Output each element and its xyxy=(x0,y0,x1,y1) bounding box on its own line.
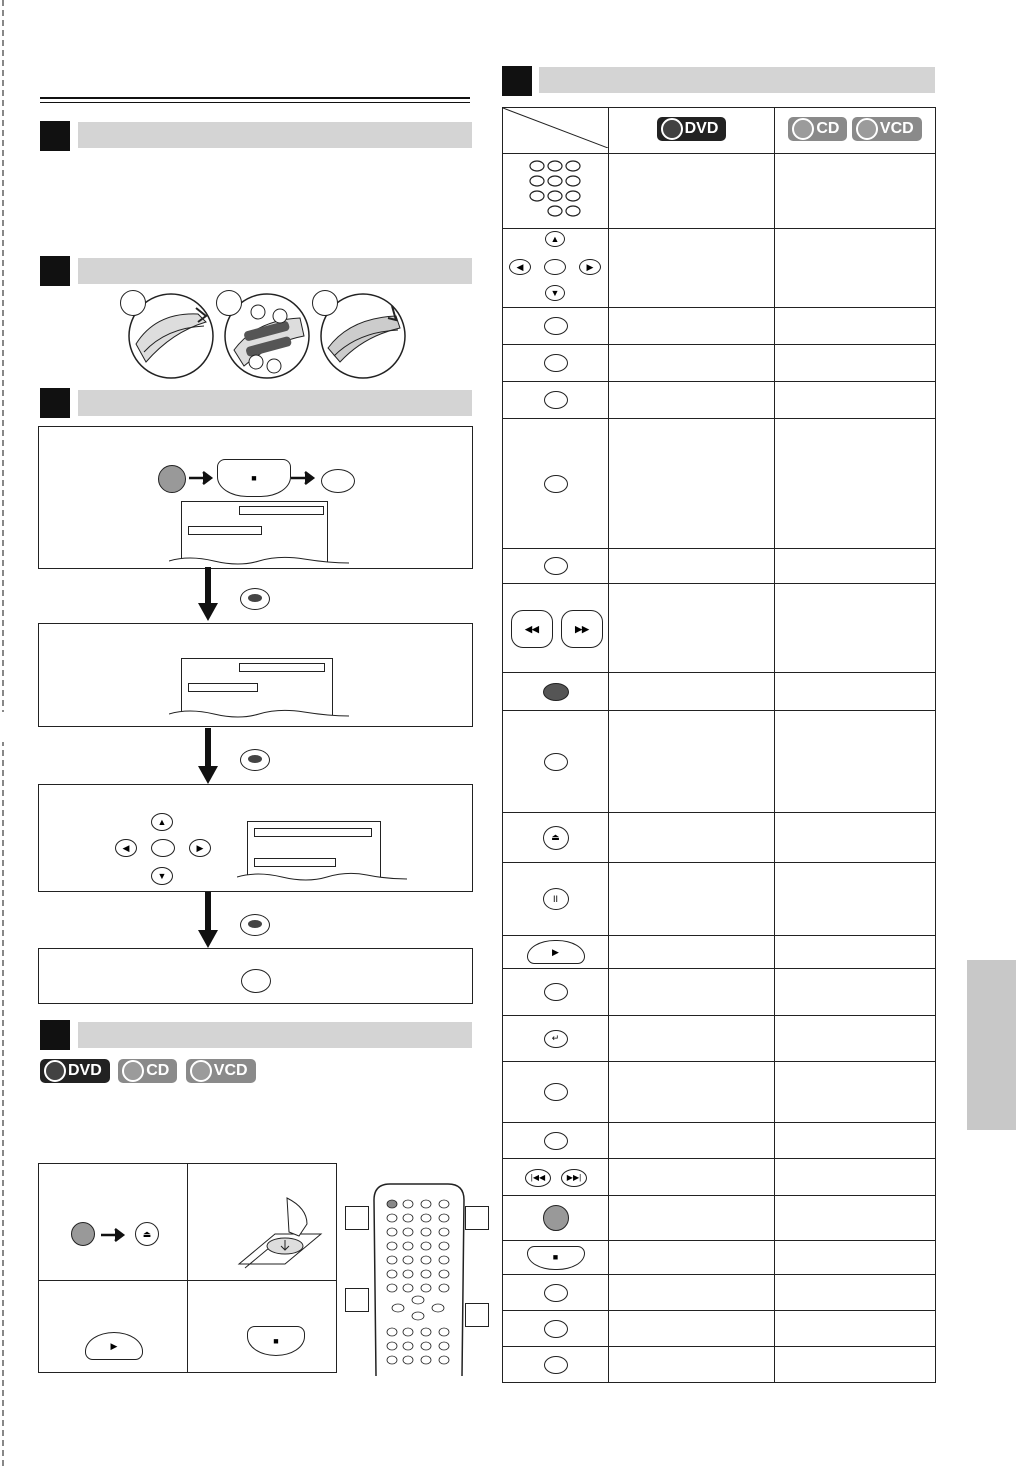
down-button[interactable] xyxy=(545,285,565,301)
table-row xyxy=(503,584,936,673)
cell xyxy=(775,419,936,549)
enter-button-dot xyxy=(248,755,262,763)
table-row xyxy=(503,1159,936,1196)
play-glyph: ▶ xyxy=(552,946,559,957)
button-cell xyxy=(503,345,609,382)
return-glyph: ↵ xyxy=(551,1033,560,1043)
right-glyph: ▶ xyxy=(196,842,204,853)
arrow-right-icon xyxy=(101,1228,127,1242)
table-row xyxy=(503,345,936,382)
cell xyxy=(775,1016,936,1062)
header-cd-vcd-cell xyxy=(775,108,936,154)
stop-button[interactable] xyxy=(217,459,291,497)
enter-button-dot xyxy=(248,920,262,928)
oval-button[interactable] xyxy=(544,1284,568,1302)
cell xyxy=(609,936,775,969)
vcd-badge-label: VCD xyxy=(879,119,914,137)
header-dvd-cell xyxy=(609,108,775,154)
cell xyxy=(609,154,775,229)
torn-edge xyxy=(169,553,349,567)
rewind-button[interactable] xyxy=(511,610,553,648)
enter-button-dot xyxy=(248,594,262,602)
up-glyph: ▲ xyxy=(157,816,167,827)
oval-button[interactable] xyxy=(544,475,568,493)
flow-arrow-1-stem xyxy=(205,567,211,607)
cell xyxy=(609,673,775,711)
title-rule-bottom xyxy=(40,102,470,103)
enter-button[interactable] xyxy=(544,259,566,275)
step-number-2 xyxy=(216,290,242,316)
rewind-glyph: ◀◀ xyxy=(525,623,539,634)
dvd-badge xyxy=(657,117,727,141)
left-glyph: ◀ xyxy=(516,261,524,272)
oval-button[interactable] xyxy=(544,753,568,771)
table-row xyxy=(503,549,936,584)
button-cell xyxy=(503,711,609,813)
arrow-right-icon xyxy=(291,471,317,485)
oval-button[interactable] xyxy=(544,557,568,575)
remote-callout-3 xyxy=(345,1288,369,1312)
cell xyxy=(775,969,936,1016)
section-5-bar xyxy=(539,67,935,93)
header-corner-cell xyxy=(503,108,609,154)
table-row xyxy=(503,382,936,419)
cell xyxy=(775,584,936,673)
side-tab xyxy=(967,960,1016,1130)
table-row xyxy=(503,419,936,549)
cell xyxy=(609,711,775,813)
table-row xyxy=(503,154,936,229)
cell xyxy=(609,1016,775,1062)
button-function-table xyxy=(502,107,936,1383)
torn-edge xyxy=(237,869,407,883)
cell xyxy=(609,863,775,936)
play-button[interactable] xyxy=(85,1332,143,1360)
search-buttons-cell xyxy=(503,584,609,673)
down-glyph: ▼ xyxy=(550,287,560,298)
dvd-badge-label: DVD xyxy=(68,1062,102,1079)
table-row xyxy=(503,308,936,345)
cd-badge-label: CD xyxy=(816,119,840,137)
vcd-badge xyxy=(186,1059,256,1083)
cut-line-gap xyxy=(0,712,6,742)
open-close-glyph: ⏏ xyxy=(142,1228,152,1239)
cell xyxy=(775,936,936,969)
cell xyxy=(609,419,775,549)
table-row xyxy=(503,969,936,1016)
section-2-marker xyxy=(40,256,70,286)
menu-highlight-field xyxy=(188,683,258,692)
table-row xyxy=(503,863,936,936)
oval-button[interactable] xyxy=(544,1320,568,1338)
cell xyxy=(775,1311,936,1347)
remote-callout-1 xyxy=(345,1206,369,1230)
left-button[interactable] xyxy=(509,259,531,275)
up-button[interactable] xyxy=(545,231,565,247)
cell xyxy=(609,969,775,1016)
setup-step-1-box xyxy=(38,426,473,569)
setup-exit-button[interactable] xyxy=(241,969,271,993)
oval-button[interactable] xyxy=(544,983,568,1001)
cell xyxy=(609,382,775,419)
cell xyxy=(775,673,936,711)
grid-divider-v xyxy=(187,1164,188,1372)
power-button[interactable] xyxy=(543,1205,569,1231)
button-cell xyxy=(503,419,609,549)
cell xyxy=(609,1123,775,1159)
return-button[interactable] xyxy=(544,1030,568,1048)
dvd-badge-label: DVD xyxy=(684,119,719,137)
cell xyxy=(775,382,936,419)
button-cell xyxy=(503,1016,609,1062)
button-cell xyxy=(503,863,609,936)
cd-badge xyxy=(118,1059,177,1083)
cell xyxy=(609,1241,775,1275)
diagonal-line xyxy=(503,108,608,148)
table-row xyxy=(503,1196,936,1241)
cell xyxy=(609,308,775,345)
disc-icon xyxy=(661,118,683,140)
cell xyxy=(775,229,936,308)
cell xyxy=(775,863,936,936)
vcd-badge-label: VCD xyxy=(213,1062,248,1079)
battery-step-2 xyxy=(222,292,312,380)
oval-button[interactable] xyxy=(544,1132,568,1150)
open-close-button[interactable] xyxy=(543,826,569,850)
cell xyxy=(775,154,936,229)
setup-step-2-box xyxy=(38,623,473,727)
setup-step-4-box xyxy=(38,948,473,1004)
disc-icon xyxy=(190,1060,212,1082)
cell xyxy=(775,308,936,345)
cell xyxy=(609,813,775,863)
skip-buttons-cell xyxy=(503,1159,609,1196)
cell xyxy=(609,1196,775,1241)
setup-button[interactable] xyxy=(158,465,186,493)
button-cell xyxy=(503,1123,609,1159)
cell xyxy=(775,813,936,863)
section-5-marker xyxy=(502,66,532,96)
open-close-glyph: ⏏ xyxy=(551,832,560,842)
button-cell xyxy=(503,382,609,419)
disc-icon xyxy=(856,118,878,140)
table-row xyxy=(503,711,936,813)
arrow-down-icon xyxy=(198,766,218,784)
stop-glyph: ■ xyxy=(251,472,257,483)
section-4-marker xyxy=(40,1020,70,1050)
right-button[interactable] xyxy=(579,259,601,275)
button-cell xyxy=(503,1241,609,1275)
button-cell xyxy=(503,549,609,584)
cell xyxy=(609,1347,775,1383)
cell xyxy=(609,1311,775,1347)
enter-button[interactable] xyxy=(151,839,175,857)
cell xyxy=(775,1347,936,1383)
stop-button[interactable] xyxy=(247,1326,305,1356)
disc-icon xyxy=(44,1060,66,1082)
table-header-row xyxy=(503,108,936,154)
cell xyxy=(609,229,775,308)
left-glyph: ◀ xyxy=(122,842,130,853)
table-row xyxy=(503,1311,936,1347)
menu-title-field xyxy=(254,828,372,837)
button-cell xyxy=(503,673,609,711)
cell xyxy=(775,345,936,382)
cell xyxy=(609,1062,775,1123)
table-row xyxy=(503,1241,936,1275)
menu-title-field xyxy=(239,663,325,672)
battery-step-1 xyxy=(126,292,216,380)
cell xyxy=(609,345,775,382)
cell xyxy=(609,1159,775,1196)
button-cell xyxy=(503,936,609,969)
enter-button[interactable] xyxy=(543,683,569,701)
remote-control-icon xyxy=(370,1180,468,1376)
flow-arrow-3-stem xyxy=(205,892,211,934)
menu-highlight-field xyxy=(254,858,336,867)
section-1-bar xyxy=(78,122,472,148)
cd-badge xyxy=(788,117,847,141)
cell xyxy=(609,1275,775,1311)
table-row xyxy=(503,673,936,711)
cell xyxy=(775,1275,936,1311)
oval-button[interactable] xyxy=(544,391,568,409)
cell xyxy=(775,711,936,813)
setup-step-button[interactable] xyxy=(321,469,355,493)
number-buttons[interactable] xyxy=(503,154,608,223)
table-row xyxy=(503,1062,936,1123)
vcd-badge xyxy=(852,117,922,141)
oval-button[interactable] xyxy=(544,354,568,372)
disc-badges xyxy=(40,1059,256,1087)
table-row xyxy=(503,1275,936,1311)
cursor-buttons-cell xyxy=(503,229,609,308)
battery-step-3 xyxy=(318,292,408,380)
down-button[interactable] xyxy=(151,867,173,885)
pause-button[interactable] xyxy=(543,888,569,910)
button-cell xyxy=(503,813,609,863)
button-cell xyxy=(503,1347,609,1383)
table-row xyxy=(503,1347,936,1383)
play-button[interactable] xyxy=(527,940,585,964)
cell xyxy=(609,549,775,584)
grid-divider-h xyxy=(39,1280,336,1281)
play-glyph: ▶ xyxy=(110,1340,118,1351)
stop-glyph: ■ xyxy=(273,1335,279,1346)
button-cell xyxy=(503,1062,609,1123)
up-button[interactable] xyxy=(151,813,173,831)
cell xyxy=(775,1196,936,1241)
oval-button[interactable] xyxy=(544,317,568,335)
table-row xyxy=(503,813,936,863)
cell xyxy=(775,1241,936,1275)
button-cell xyxy=(503,1311,609,1347)
skip-next-glyph: ▶▶| xyxy=(566,1173,582,1182)
stop-button[interactable] xyxy=(527,1246,585,1270)
section-3-marker xyxy=(40,388,70,418)
dvd-badge xyxy=(40,1059,110,1083)
power-button[interactable] xyxy=(71,1222,95,1246)
button-cell xyxy=(503,308,609,345)
left-button[interactable] xyxy=(115,839,137,857)
open-close-button[interactable] xyxy=(135,1222,159,1246)
disc-icon xyxy=(122,1060,144,1082)
pause-glyph: II xyxy=(552,893,558,904)
cell xyxy=(775,1062,936,1123)
button-cell xyxy=(503,1275,609,1311)
section-2-bar xyxy=(78,258,472,284)
cd-badge-label: CD xyxy=(146,1062,170,1079)
step-number-1 xyxy=(120,290,146,316)
right-glyph: ▶ xyxy=(586,261,594,272)
title-rule-top xyxy=(40,97,470,99)
step-number-3 xyxy=(312,290,338,316)
number-buttons-cell xyxy=(503,154,609,229)
disc-icon xyxy=(792,118,814,140)
cell xyxy=(775,1159,936,1196)
skip-prev-button[interactable] xyxy=(525,1169,551,1187)
forward-glyph: ▶▶ xyxy=(575,623,589,634)
cell xyxy=(775,1123,936,1159)
playback-steps-grid xyxy=(38,1163,337,1373)
arrow-right-icon xyxy=(189,471,215,485)
button-cell xyxy=(503,969,609,1016)
button-cell xyxy=(503,1196,609,1241)
disc-tray-icon xyxy=(235,1194,325,1274)
table-row xyxy=(503,1123,936,1159)
cell xyxy=(609,584,775,673)
cell xyxy=(775,549,936,584)
remote-callout-4 xyxy=(465,1303,489,1327)
skip-prev-glyph: |◀◀ xyxy=(530,1173,546,1182)
flow-arrow-2-stem xyxy=(205,728,211,770)
torn-edge xyxy=(169,706,349,720)
section-1-marker xyxy=(40,121,70,151)
arrow-down-icon xyxy=(198,603,218,621)
menu-title-field xyxy=(239,506,324,515)
forward-button[interactable] xyxy=(561,610,603,648)
arrow-down-icon xyxy=(198,930,218,948)
oval-button[interactable] xyxy=(544,1083,568,1101)
remote-callout-2 xyxy=(465,1206,489,1230)
section-3-bar xyxy=(78,390,472,416)
table-row xyxy=(503,1016,936,1062)
stop-glyph: ■ xyxy=(552,1252,559,1262)
up-glyph: ▲ xyxy=(550,233,560,244)
section-4-bar xyxy=(78,1022,472,1048)
oval-button[interactable] xyxy=(544,1356,568,1374)
setup-step-3-box xyxy=(38,784,473,892)
down-glyph: ▼ xyxy=(157,870,167,881)
menu-highlight-field xyxy=(188,526,262,535)
table-row xyxy=(503,936,936,969)
right-button[interactable] xyxy=(189,839,211,857)
skip-next-button[interactable] xyxy=(561,1169,587,1187)
table-row xyxy=(503,229,936,308)
